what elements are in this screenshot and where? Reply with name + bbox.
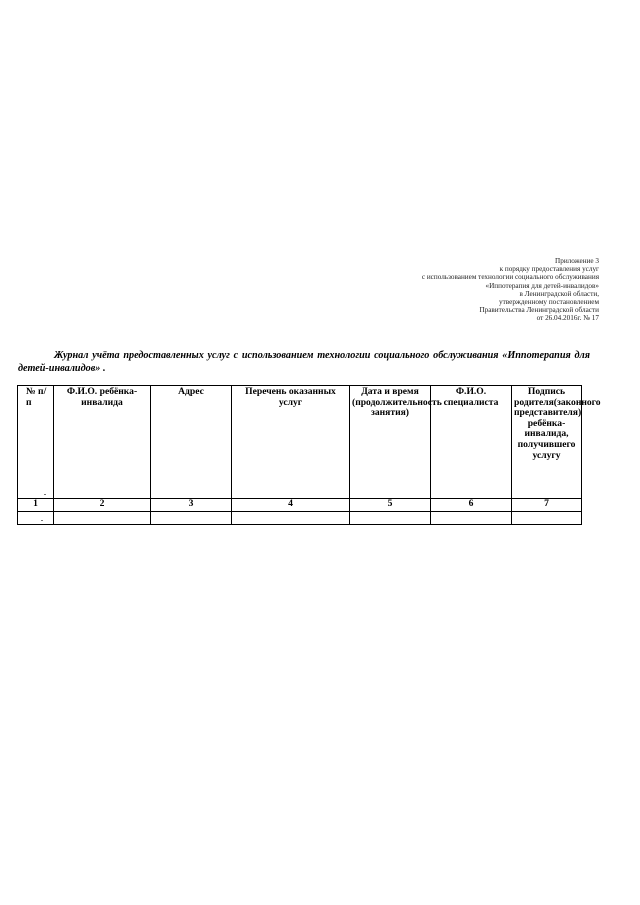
header-cell-services: Перечень оказанных услуг bbox=[232, 386, 350, 499]
journal-table bbox=[17, 385, 601, 525]
appendix-line: в Ленинградской области, bbox=[519, 289, 599, 298]
scan-mark bbox=[41, 520, 43, 521]
appendix-line: с использованием технологии социального обслуживания bbox=[421, 273, 599, 282]
column-number: 2 bbox=[54, 499, 151, 512]
appendix-note bbox=[279, 257, 599, 323]
column-number: 4 bbox=[232, 499, 350, 512]
appendix-line: от 26.04.2016г. № 17 bbox=[536, 314, 599, 323]
table-header-row bbox=[18, 386, 582, 499]
appendix-line: Приложение 3 bbox=[555, 257, 599, 265]
scan-mark bbox=[44, 494, 46, 495]
column-number: 1 bbox=[18, 499, 54, 512]
appendix-line: Правительства Ленинградской области bbox=[479, 306, 599, 315]
table-number-row bbox=[18, 499, 582, 512]
appendix-line: «Иппотерапия для детей-инвалидов» bbox=[485, 281, 599, 290]
table-cell bbox=[350, 512, 431, 525]
header-cell-specialist: Ф.И.О. специалиста bbox=[431, 386, 512, 499]
table-cell bbox=[18, 512, 54, 525]
column-number: 6 bbox=[431, 499, 512, 512]
header-cell-datetime: Дата и время (продолжительность занятия) bbox=[350, 386, 431, 499]
table-cell bbox=[232, 512, 350, 525]
header-cell-address: Адрес bbox=[151, 386, 232, 499]
table-cell bbox=[431, 512, 512, 525]
header-cell-number: № п/п bbox=[18, 386, 54, 499]
table-cell bbox=[512, 512, 582, 525]
table-cell bbox=[151, 512, 232, 525]
column-number: 7 bbox=[512, 499, 582, 512]
journal-title: Журнал учёта предоставленных услуг с использованием технологии социального обслуживания «Иппотерапия для детей-инвалидов» . bbox=[18, 350, 590, 374]
appendix-line: к порядку предоставления услуг bbox=[499, 265, 599, 274]
header-cell-child-name: Ф.И.О. ребёнка-инвалида bbox=[54, 386, 151, 499]
table-row bbox=[18, 512, 582, 525]
table-cell bbox=[54, 512, 151, 525]
column-number: 3 bbox=[151, 499, 232, 512]
appendix-line: утвержденному постановлением bbox=[499, 298, 599, 307]
header-cell-signature: Подпись родителя(законного представителя) ребёнка-инвалида, получившего услугу bbox=[512, 386, 582, 499]
column-number: 5 bbox=[350, 499, 431, 512]
